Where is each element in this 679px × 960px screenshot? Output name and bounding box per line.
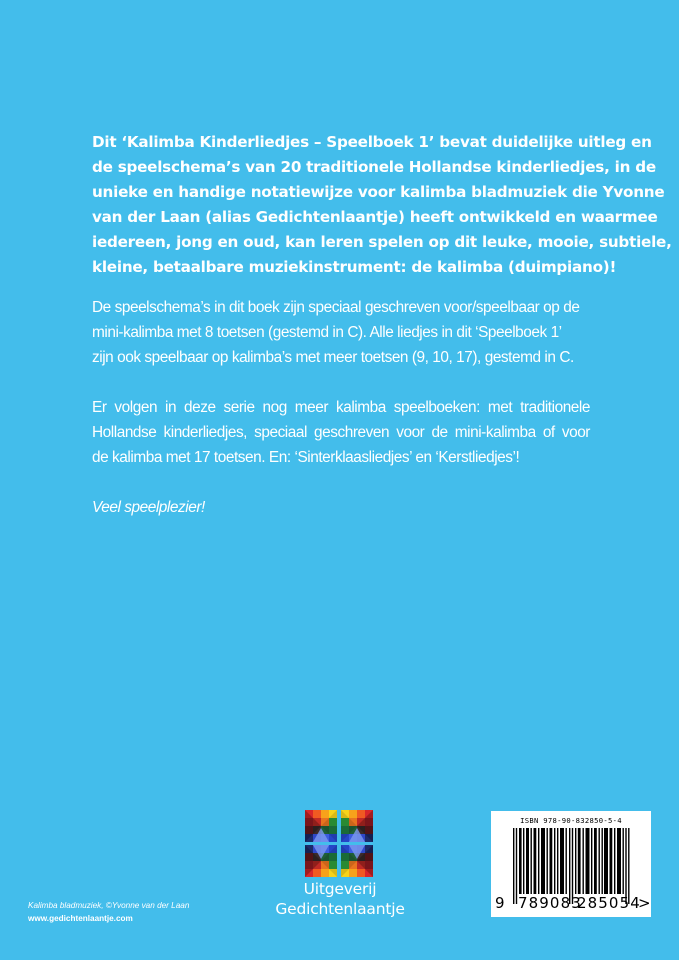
barcode-digits-left: 789083 (518, 894, 582, 912)
copyright-text: Kalimba bladmuziek, ©Yvonne van der Laan (28, 901, 190, 910)
paragraph-line: zijn ook speelbaar op kalimba’s met meer toetsen (9, 10, 17), gestemd in C. (92, 349, 574, 366)
signoff-text: Veel speelplezier! (92, 499, 205, 516)
paragraph-line: Hollandse kinderliedjes, speciaal geschreven voor de mini-kalimba of voor (92, 424, 590, 441)
signoff (92, 495, 612, 520)
paragraph-line: De speelschema’s in dit boek zijn speciaal geschreven voor/speelbaar op de (92, 299, 580, 316)
rainbow-quad-logo-icon (305, 810, 373, 877)
paragraph-series (92, 395, 612, 470)
barcode-digit-first: 9 (495, 894, 505, 912)
intro-line: kleine, betaalbare muziekinstrument: de kalimba (duimpiano)! (92, 258, 617, 276)
paragraph-line: de kalimba met 17 toetsen. En: ‘Sinterklaasliedjes’ en ‘Kerstliedjes’! (92, 449, 520, 466)
paragraph-line: mini-kalimba met 8 toetsen (gestemd in C). Alle liedjes in dit ‘Speelboek 1’ (92, 324, 562, 341)
intro-line: van der Laan (alias Gedichtenlaantje) heeft ontwikkeld en waarmee (92, 208, 658, 226)
intro-line: iedereen, jong en oud, kan leren spelen op dit leuke, mooie, subtiele, (92, 233, 672, 251)
intro-line: de speelschema’s van 20 traditionele Hollandse kinderliedjes, in de (92, 158, 656, 176)
publisher-line2: Gedichtenlaantje (275, 900, 405, 918)
publisher-name (250, 879, 430, 919)
barcode-arrow: > (638, 894, 651, 912)
barcode-digits-right: 285054 (577, 894, 641, 912)
paragraph-line: Er volgen in deze serie nog meer kalimba speelboeken: met traditionele (92, 399, 590, 416)
publisher-line1: Uitgeverij (303, 880, 377, 898)
isbn-label: ISBN 978-90-832850-5-4 (520, 816, 622, 825)
paragraph-compatibility (92, 295, 612, 370)
intro-line: unieke en handige notatiewijze voor kalimba bladmuziek die Yvonne (92, 183, 665, 201)
intro-paragraph (92, 130, 672, 280)
intro-line: Dit ‘Kalimba Kinderliedjes – Speelboek 1’ bevat duidelijke uitleg en (92, 133, 652, 151)
copyright-credit (28, 899, 189, 925)
isbn-barcode (491, 811, 651, 917)
website-link[interactable]: www.gedichtenlaantje.com (28, 914, 133, 923)
